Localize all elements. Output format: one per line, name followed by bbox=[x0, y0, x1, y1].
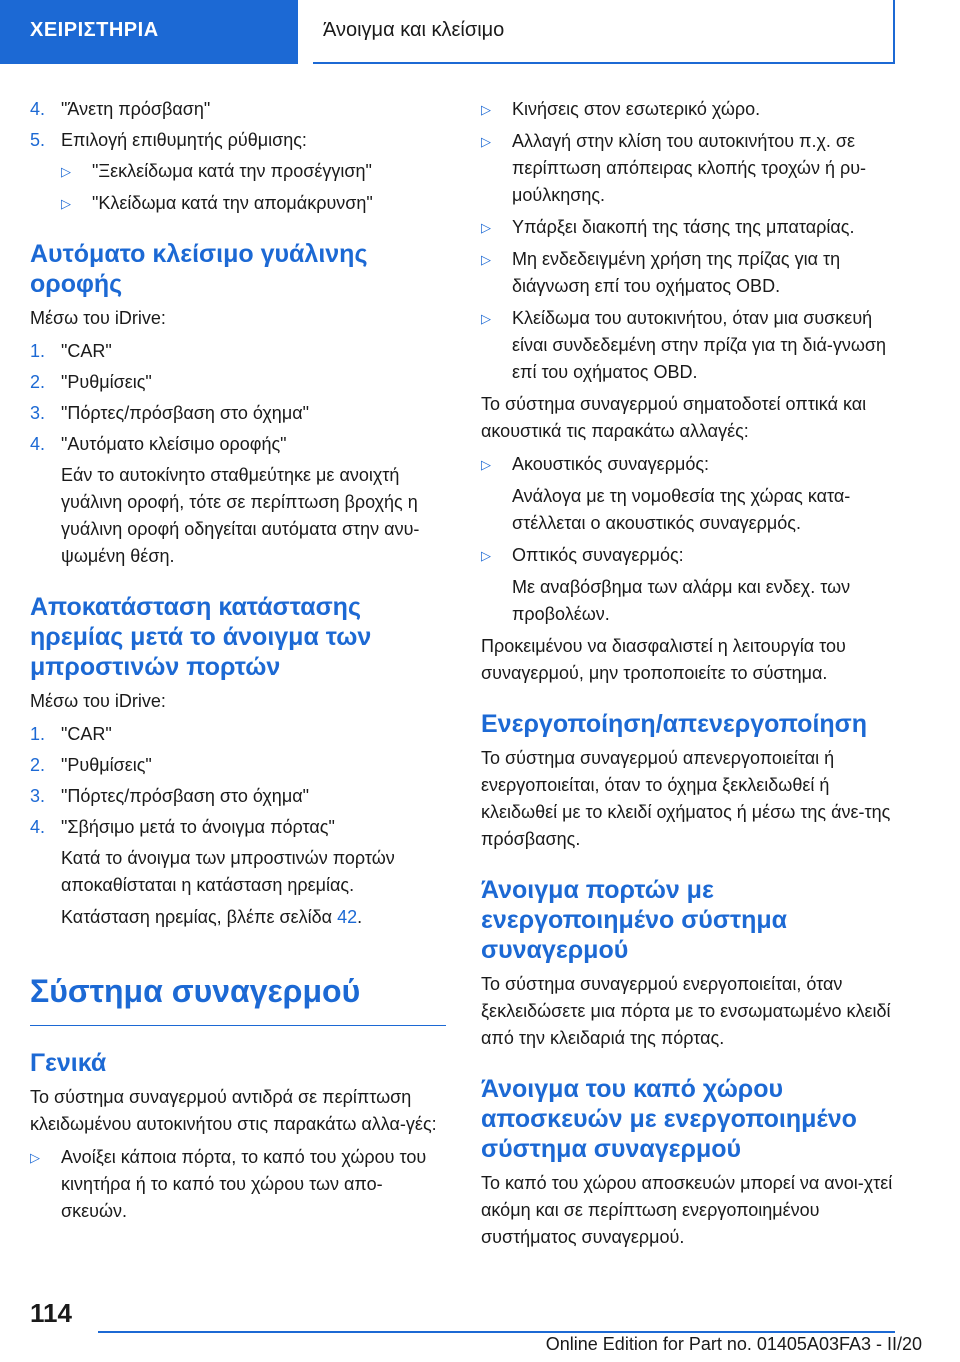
section-title: ΧΕΙΡΙΣΤΗΡΙΑ bbox=[0, 0, 298, 64]
list-item bbox=[30, 431, 446, 458]
acoustic-text: Ανάλογα με τη νομοθεσία της χώρας κατα-στέλλεται ο ακουστικός συναγερμός. bbox=[512, 486, 851, 533]
list-item bbox=[61, 190, 446, 217]
function-text: Προκειμένου να διασφαλιστεί η λειτουργία του συναγερμού, μην τροποποιείτε το σύστημα. bbox=[481, 636, 846, 683]
item-text: "Σβήσιμο μετά το άνοιγμα πόρτας" bbox=[61, 817, 335, 837]
list-item bbox=[481, 128, 896, 209]
list-item bbox=[30, 400, 446, 427]
trunk-text: Το καπό του χώρου αποσκευών μπορεί να ανοι-χτεί ακόμη και σε περίπτωση ενεργοποιημένου συστήματος συναγερμού. bbox=[481, 1173, 893, 1247]
item-text: Υπάρξει διακοπή της τάσης της μπαταρίας. bbox=[512, 217, 855, 237]
item-text: Επιλογή επιθυμητής ρύθμισης: bbox=[61, 130, 307, 150]
item-number: 4. bbox=[30, 817, 46, 837]
left-column bbox=[30, 96, 446, 1230]
list-item bbox=[30, 721, 446, 748]
chapter-title: Άνοιγμα και κλείσιμο bbox=[313, 0, 895, 64]
item-text: "Κλείδωμα κατά την απομάκρυνση" bbox=[92, 193, 373, 213]
list-item bbox=[30, 814, 446, 841]
list-item bbox=[481, 96, 896, 123]
item-text: "Άνετη πρόσβαση" bbox=[61, 99, 211, 119]
list-item bbox=[481, 214, 896, 241]
doors-text: Το σύστημα συναγερμού ενεργοποιείται, όταν ξεκλειδώσετε μια πόρτα με το ενσωματωμένο κλειδί από την κλειδαριά της πόρτας. bbox=[481, 974, 891, 1048]
bullet-triangle-icon: ▷ bbox=[481, 311, 491, 326]
heading-activation: Ενεργοποίηση/απενεργοποίηση bbox=[481, 710, 868, 738]
item-number: 4. bbox=[30, 99, 46, 119]
heading-rest-state: Αποκατάσταση κατάστασης ηρεμίας μετά το άνοιγμα των μπροστινών πορτών bbox=[30, 593, 372, 681]
bullet-triangle-icon: ▷ bbox=[481, 457, 491, 472]
item-number: 3. bbox=[30, 403, 46, 423]
bullet-triangle-icon: ▷ bbox=[481, 220, 491, 235]
via-idrive-text: Μέσω του iDrive: bbox=[30, 691, 166, 711]
item-text: Ακουστικός συναγερμός: bbox=[512, 454, 710, 474]
bullet-triangle-icon: ▷ bbox=[481, 134, 491, 149]
item-number: 5. bbox=[30, 130, 46, 150]
item-text: Αλλαγή στην κλίση του αυτοκινήτου π.χ. σε περίπτωση απόπειρας κλοπής τροχών ή ρυ-μούλκησης. bbox=[512, 131, 867, 205]
item-text: "Ρυθμίσεις" bbox=[61, 755, 152, 775]
item-text: "CAR" bbox=[61, 724, 112, 744]
bullet-triangle-icon: ▷ bbox=[61, 196, 71, 211]
rest-note: Κατά το άνοιγμα των μπροστινών πορτών αποκαθίσταται η κατάσταση ηρεμίας. bbox=[61, 848, 395, 895]
bullet-triangle-icon: ▷ bbox=[481, 548, 491, 563]
heading-trunk-opening: Άνοιγμα του καπό χώρου αποσκευών με ενεργοποιημένο σύστημα συναγερμού bbox=[481, 1075, 857, 1163]
item-number: 2. bbox=[30, 755, 46, 775]
bullet-triangle-icon: ▷ bbox=[30, 1150, 40, 1165]
bullet-triangle-icon: ▷ bbox=[481, 252, 491, 267]
item-number: 1. bbox=[30, 724, 46, 744]
list-item bbox=[481, 451, 896, 478]
item-text: "Αυτόματο κλείσιμο οροφής" bbox=[61, 434, 287, 454]
activation-text: Το σύστημα συναγερμού απενεργοποιείται ή ενεργοποιείται, όταν το όχημα ξεκλειδωθεί ή κλειδωθεί με το κλειδί οχήματος ή μέσω της άνε-της πρόσβασης. bbox=[481, 748, 891, 849]
heading-roof-closing: Αυτόματο κλείσιμο γυάλινης οροφής bbox=[30, 240, 368, 298]
item-text: "CAR" bbox=[61, 341, 112, 361]
list-item bbox=[61, 158, 446, 185]
reference-text: Κατάσταση ηρεμίας, βλέπε σελίδα bbox=[61, 907, 333, 927]
rest-state-reference bbox=[30, 904, 446, 931]
general-text: Το σύστημα συναγερμού αντιδρά σε περίπτωση κλειδωμένου αυτοκινήτου στις παρακάτω αλλα-γές: bbox=[30, 1087, 437, 1134]
signal-text: Το σύστημα συναγερμού σηματοδοτεί οπτικά και ακουστικά τις παρακάτω αλλαγές: bbox=[481, 394, 867, 441]
page-header bbox=[0, 0, 960, 66]
item-text: Οπτικός συναγερμός: bbox=[512, 545, 684, 565]
item-number: 2. bbox=[30, 372, 46, 392]
item-number: 1. bbox=[30, 341, 46, 361]
list-item bbox=[30, 96, 446, 123]
page-number: 114 bbox=[30, 1298, 72, 1328]
list-item bbox=[481, 305, 896, 386]
item-text: Μη ενδεδειγμένη χρήση της πρίζας για τη διάγνωση επί του οχήματος OBD. bbox=[512, 249, 841, 296]
item-text: "Ξεκλείδωμα κατά την προσέγγιση" bbox=[92, 161, 372, 181]
item-number: 4. bbox=[30, 434, 46, 454]
heading-alarm-system: Σύστημα συναγερμού bbox=[30, 971, 446, 1026]
list-item bbox=[30, 369, 446, 396]
bullet-triangle-icon: ▷ bbox=[61, 164, 71, 179]
list-item bbox=[481, 542, 896, 569]
list-item bbox=[30, 783, 446, 810]
item-text: Κινήσεις στον εσωτερικό χώρο. bbox=[512, 99, 761, 119]
item-number: 3. bbox=[30, 786, 46, 806]
optical-text: Με αναβόσβημα των αλάρμ και ενδεχ. των προβολέων. bbox=[512, 577, 851, 624]
bullet-triangle-icon: ▷ bbox=[481, 102, 491, 117]
via-idrive-text: Μέσω του iDrive: bbox=[30, 308, 166, 328]
list-item bbox=[30, 338, 446, 365]
item-text: "Ρυθμίσεις" bbox=[61, 372, 152, 392]
list-item bbox=[30, 127, 446, 154]
list-item bbox=[30, 752, 446, 779]
item-text: "Πόρτες/πρόσβαση στο όχημα" bbox=[61, 403, 309, 423]
list-item bbox=[481, 246, 896, 300]
heading-general: Γενικά bbox=[30, 1049, 107, 1077]
edition-footer: Online Edition for Part no. 01405A03FA3 - II/20 bbox=[545, 1334, 922, 1354]
footer-divider bbox=[98, 1331, 895, 1333]
reference-period: . bbox=[357, 907, 363, 927]
sub-bullet-list bbox=[30, 158, 446, 217]
heading-doors-opening: Άνοιγμα πορτών με ενεργοποιημένο σύστημα συναγερμού bbox=[481, 876, 788, 964]
item-text: Ανοίξει κάποια πόρτα, το καπό του χώρου του κινητήρα ή το καπό του χώρου των απο-σκευών. bbox=[61, 1147, 427, 1221]
item-text: Κλείδωμα του αυτοκινήτου, όταν μια συσκευή είναι συνδεδεμένη στην πρίζα για τη διά-γνωση επί του οχήματος OBD. bbox=[512, 308, 887, 382]
roof-note: Εάν το αυτοκίνητο σταθμεύτηκε με ανοιχτή γυάλινη οροφή, τότε σε περίπτωση βροχής η γυάλινη οροφή οδηγείται αυτόματα στην ανυ-ψωμένη θέση. bbox=[61, 465, 420, 566]
list-item bbox=[30, 1144, 446, 1225]
right-column bbox=[481, 96, 896, 1257]
page-link[interactable]: 42 bbox=[337, 907, 358, 927]
item-text: "Πόρτες/πρόσβαση στο όχημα" bbox=[61, 786, 309, 806]
